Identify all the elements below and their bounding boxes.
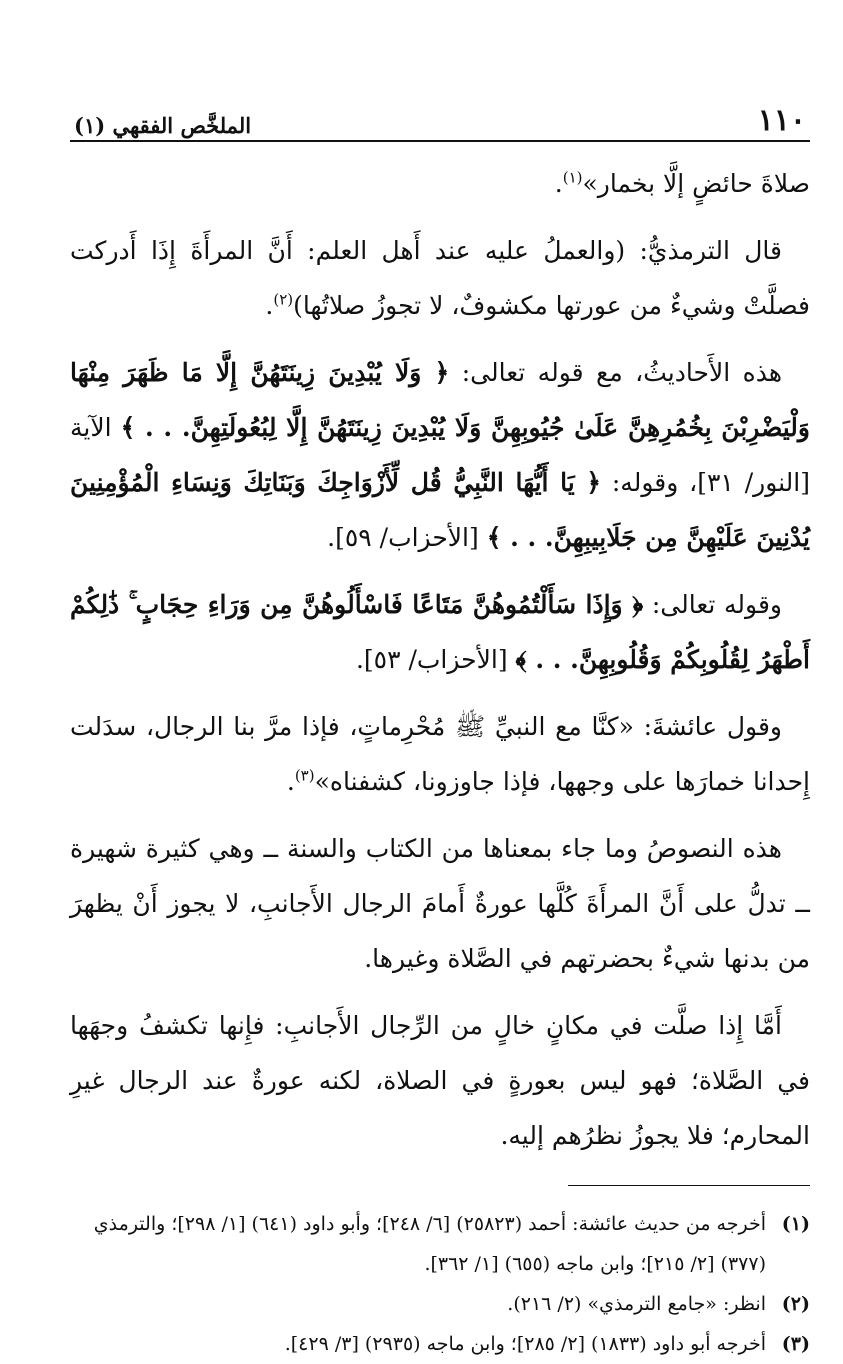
paragraph-5 xyxy=(70,699,810,809)
paragraph-text: صلاةَ حائضٍ إلَّا بخمار» xyxy=(582,169,810,198)
footnote-separator xyxy=(568,1185,810,1186)
paragraph-6 xyxy=(70,821,810,986)
quran-verse: ﴿ وَإِذَا سَأَلْتُمُوهُنَّ مَتَاعًا فَاسْأَلُوهُنَّ مِن وَرَاءِ حِجَابٍ ۚ ذَٰلِكُمْ أَطْهَرُ لِقُلُوبِكُمْ وَقُلُوبِهِنَّ. . . ﴾ xyxy=(70,590,810,674)
quran-verse: ﴿ وَلَا يُبْدِينَ زِينَتَهُنَّ إِلَّا مَا ظَهَرَ مِنْهَا وَلْيَضْرِبْنَ بِخُمُرِهِنَّ عَلَىٰ جُيُوبِهِنَّ وَلَا يُبْدِينَ زِينَتَهُنَّ إِلَّا لِبُعُولَتِهِنَّ. . . ﴾ xyxy=(70,358,810,442)
main-text xyxy=(70,156,810,1163)
paragraph-text: هذه النصوصُ وما جاء بمعناها من الكتاب والسنة ــ وهي كثيرة شهيرة ــ تدلُّ على أَنَّ المرأَةَ كُلَّها عورةٌ أَمامَ الرجال الأَجانبِ، لا يجوز أَنْ يظهرَ من بدنها شيءٌ بحضرتهم في الصَّلاة وغيرها. xyxy=(70,834,810,973)
paragraph-tail: . xyxy=(286,767,295,796)
paragraph-text: هذه الأَحاديثُ، مع قوله تعالى: xyxy=(449,358,782,387)
verse-reference: [الأحزاب/ ٥٣]. xyxy=(355,645,516,674)
quran-verse: ﴿ يَا أَيُّهَا النَّبِيُّ قُل لِّأَزْوَاجِكَ وَبَنَاتِكَ وَنِسَاءِ الْمُؤْمِنِينَ يُدْنِينَ عَلَيْهِنَّ مِن جَلَابِيبِهِنَّ. . . ﴾ xyxy=(70,468,810,552)
paragraph-tail: . xyxy=(265,291,274,320)
footnote-3 xyxy=(70,1324,810,1364)
paragraph-text: وقول عائشةَ: «كنَّا مع النبيِّ ﷺ مُحْرِماتٍ، فإذا مرَّ بنا الرجال، سدَلت إِحدانا خمارَها على وجهها، فإذا جاوزونا، كشفناه» xyxy=(70,712,810,796)
verse-reference: الآية [النور/ ٣١]، وقوله: xyxy=(70,413,810,497)
footnote-ref-3: (٣) xyxy=(294,766,315,785)
paragraph-4 xyxy=(70,577,810,687)
footnote-ref-2: (٢) xyxy=(273,290,294,309)
verse-reference: [الأحزاب/ ٥٩]. xyxy=(327,523,487,552)
footnote-number: (٢) xyxy=(781,1293,810,1315)
paragraph-tail: . xyxy=(554,169,563,198)
footnote-text: أخرجه من حديث عائشة: أحمد (٢٥٨٢٣) [٦/ ٢٤٨]؛ وأبو داود (٦٤١) [١/ ٢٩٨]؛ والترمذي (٣٧٧) [٢/ ٢١٥]؛ وابن ماجه (٦٥٥) [١/ ٣٦٢]. xyxy=(93,1213,766,1275)
book-page xyxy=(70,100,810,1364)
paragraph-7 xyxy=(70,998,810,1163)
footnote-ref-1: (١) xyxy=(562,168,583,187)
running-title: الملخَّص الفقهي (١) xyxy=(74,113,252,138)
footnote-number: (١) xyxy=(781,1213,810,1235)
paragraph-text: أَمَّا إِذا صلَّت في مكانٍ خالٍ من الرِّجال الأَجانبِ: فإِنها تكشفُ وجهَها في الصَّلاة؛ فهو ليس بعورةٍ في الصلاة، لكنه عورةٌ عند الرجال غيرِ المحارم؛ فلا يجوزُ نظرُهم إليه. xyxy=(70,1011,810,1150)
footnote-2 xyxy=(70,1284,810,1324)
paragraph-3 xyxy=(70,345,810,565)
footnotes xyxy=(70,1204,810,1364)
footnote-number: (٣) xyxy=(781,1333,810,1355)
paragraph-1 xyxy=(70,156,810,211)
footnote-1 xyxy=(70,1204,810,1284)
paragraph-text: وقوله تعالى: xyxy=(643,590,782,619)
footnote-text: انظر: «جامع الترمذي» (٢/ ٢١٦). xyxy=(507,1293,766,1315)
page-header xyxy=(70,100,810,142)
paragraph-2 xyxy=(70,223,810,333)
page-number: ١١٠ xyxy=(757,103,806,138)
footnote-text: أخرجه أبو داود (١٨٣٣) [٢/ ٢٨٥]؛ وابن ماجه (٢٩٣٥) [٣/ ٤٢٩]. xyxy=(284,1333,766,1355)
paragraph-text: قال الترمذيُّ: (والعملُ عليه عند أَهل العلم: أَنَّ المرأَةَ إِذَا أَدركت فصلَّتْ وشيءٌ من عورتها مكشوفٌ، لا تجوزُ صلاتُها) xyxy=(70,236,810,320)
